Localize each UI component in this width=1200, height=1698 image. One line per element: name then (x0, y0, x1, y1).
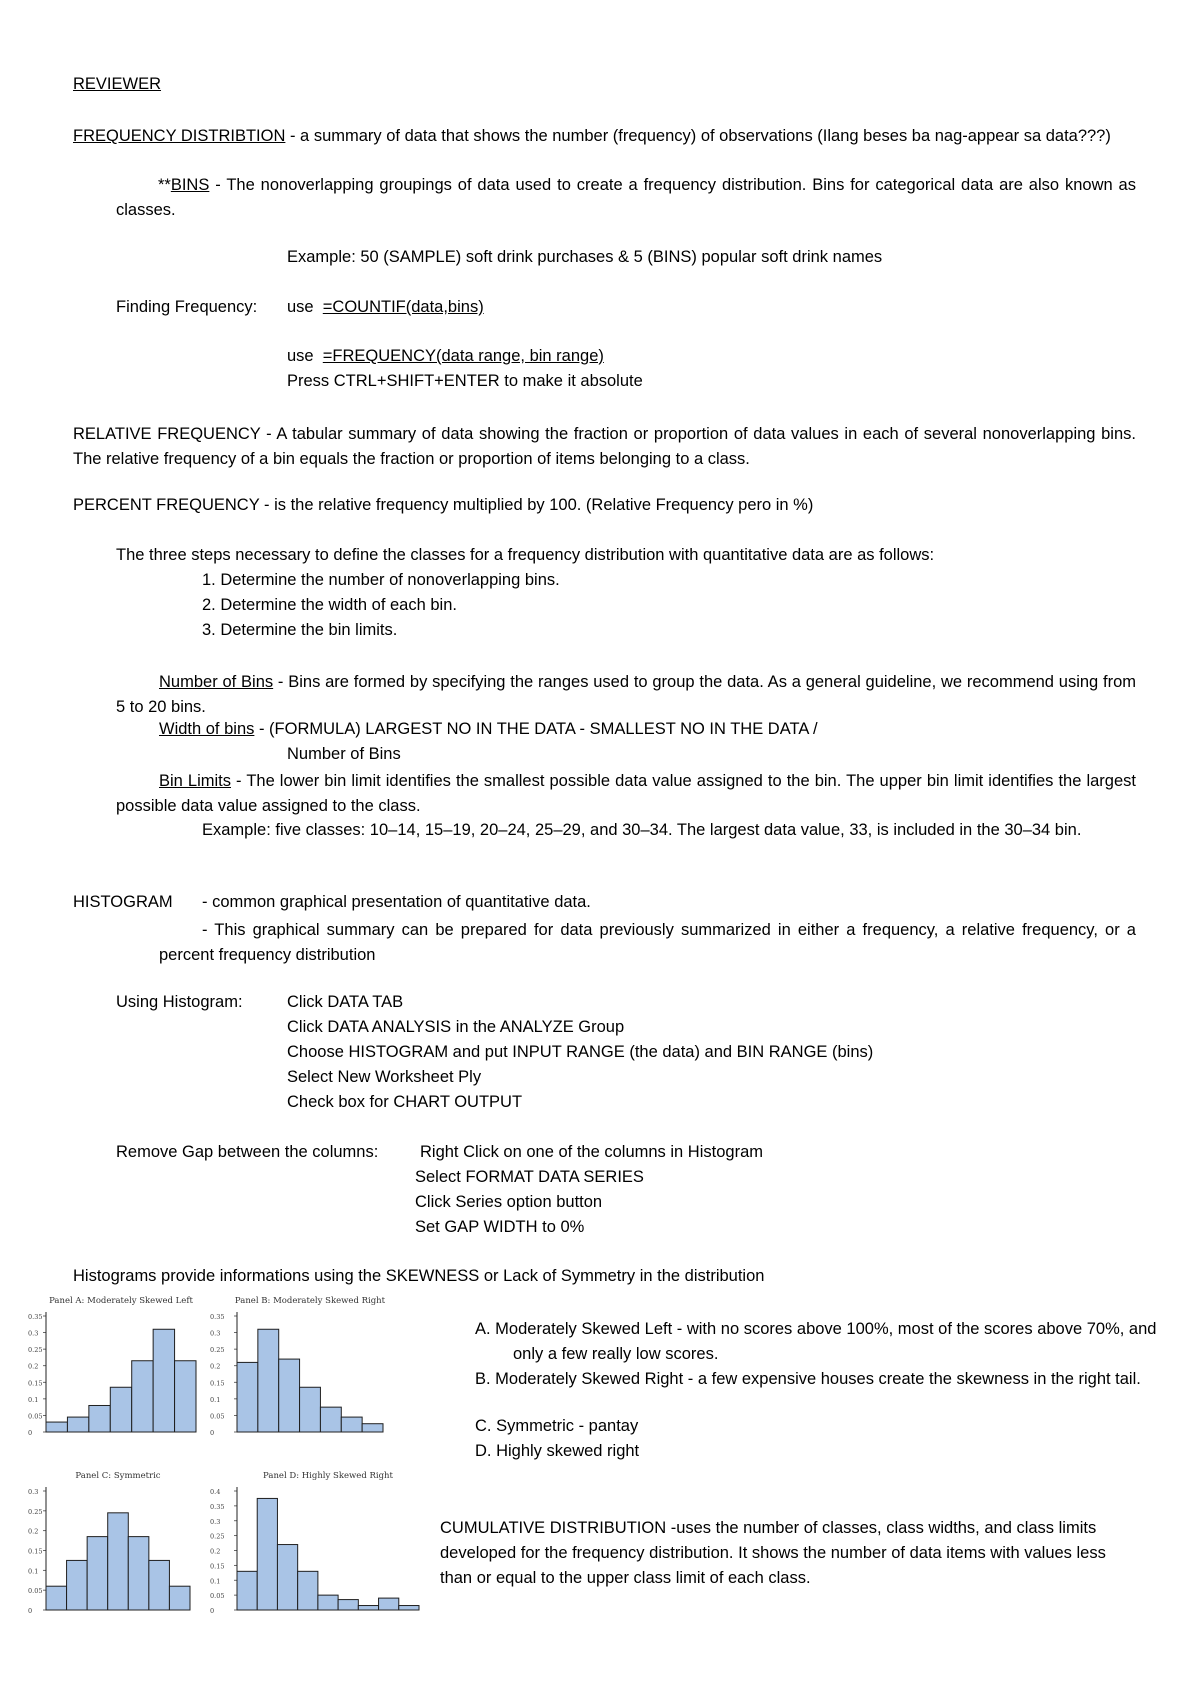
histogram-panel-a (26, 1292, 196, 1440)
step-item: 3. Determine the bin limits. (202, 621, 398, 639)
example-soft-drinks: Example: 50 (SAMPLE) soft drink purchases & 5 (BINS) popular soft drink names (287, 248, 883, 266)
chart-title: Panel B: Moderately Skewed Right (234, 1296, 386, 1306)
histogram-line1: - common graphical presentation of quantitative data. (202, 893, 591, 911)
histogram-panel-c (26, 1467, 196, 1617)
histogram-bar (318, 1595, 338, 1610)
y-tick-label: 0.35 (28, 1313, 43, 1321)
y-tick-label: 0.35 (210, 1502, 225, 1511)
finding-frequency-label: Finding Frequency: (116, 298, 258, 316)
y-tick-label: 0.1 (210, 1577, 221, 1586)
histogram-panel-d (208, 1467, 423, 1617)
width-of-bins-heading: Width of bins (159, 720, 255, 738)
width-of-bins-text: - (FORMULA) LARGEST NO IN THE DATA - SMALLEST NO IN THE DATA / (254, 720, 818, 738)
page-title: REVIEWER (73, 75, 162, 93)
y-tick-label: 0.15 (28, 1547, 43, 1556)
y-tick-label: 0.2 (210, 1547, 221, 1556)
skew-item-c: C. Symmetric - pantay (475, 1417, 639, 1435)
y-tick-label: 0.05 (28, 1587, 43, 1596)
histogram-bar (298, 1571, 318, 1610)
number-of-bins-heading: Number of Bins (159, 673, 274, 691)
histogram-bar (110, 1387, 131, 1432)
cumulative-distribution-paragraph: CUMULATIVE DISTRIBUTION -uses the number of classes, class widths, and class limits developed for the frequency distribution. It shows the number of data items with values less than or equal to the upper class limit of each class. (440, 1519, 1106, 1587)
width-of-bins-line (159, 720, 818, 739)
remove-gap-step: Select FORMAT DATA SERIES (415, 1168, 644, 1186)
y-tick-label: 0.1 (28, 1567, 39, 1576)
y-tick-label: 0.2 (28, 1527, 39, 1536)
freq-dist-paragraph (73, 124, 1136, 149)
remove-gap-step: Right Click on one of the columns in Histogram (420, 1143, 763, 1161)
chart-title: Panel D: Highly Skewed Right (263, 1471, 393, 1481)
bins-text: - The nonoverlapping groupings of data used to create a frequency distribution. Bins for categorical data are also known as classes. (116, 176, 1136, 219)
remove-gap-step: Set GAP WIDTH to 0% (415, 1218, 585, 1236)
using-histogram-step: Check box for CHART OUTPUT (287, 1093, 523, 1111)
y-tick-label: 0.25 (210, 1346, 225, 1355)
bin-limits-paragraph (116, 769, 1136, 819)
width-of-bins-line2: Number of Bins (287, 745, 401, 763)
freq-dist-text: - a summary of data that shows the number (frequency) of observations (Ilang beses ba nag-appear sa data???) (285, 127, 1111, 145)
y-tick-label: 0.25 (28, 1507, 43, 1516)
remove-gap-label: Remove Gap between the columns: (116, 1143, 379, 1161)
y-tick-label: 0.15 (210, 1379, 225, 1388)
y-tick-label: 0 (28, 1429, 33, 1437)
example-five-classes: Example: five classes: 10–14, 15–19, 20–24, 25–29, and 30–34. The largest data value, 33, is included in the 30–34 bin. (202, 821, 1082, 839)
frequency-formula: =FREQUENCY(data range, bin range) (322, 347, 604, 365)
y-tick-label: 0.05 (210, 1412, 225, 1421)
histogram-bar (46, 1586, 67, 1610)
histogram-bar (237, 1571, 257, 1610)
freq-dist-heading: FREQUENCY DISTRIBTION (73, 127, 286, 145)
histogram-bar (338, 1600, 358, 1610)
using-histogram-step: Select New Worksheet Ply (287, 1068, 482, 1086)
skew-item-d: D. Highly skewed right (475, 1442, 640, 1460)
step-item: 1. Determine the number of nonoverlapping bins. (202, 571, 560, 589)
histogram-bar (46, 1422, 67, 1432)
y-tick-label: 0.05 (210, 1592, 225, 1601)
bins-prefix: ** (158, 176, 171, 194)
histogram-bar (128, 1537, 149, 1610)
y-tick-label: 0.3 (210, 1517, 221, 1526)
y-tick-label: 0 (210, 1607, 215, 1615)
y-tick-label: 0.4 (210, 1488, 221, 1496)
histogram-panel-b (208, 1292, 386, 1440)
histogram-bar (237, 1362, 258, 1432)
use-label: use (287, 347, 314, 365)
countif-line (287, 298, 484, 317)
remove-gap-step: Click Series option button (415, 1193, 603, 1211)
using-histogram-step: Click DATA TAB (287, 993, 404, 1011)
skew-item-a: A. Moderately Skewed Left - with no scores above 100%, most of the scores above 70%, and only a few really low scores. (475, 1320, 1157, 1363)
histogram-bar (279, 1359, 300, 1432)
using-histogram-step: Choose HISTOGRAM and put INPUT RANGE (the data) and BIN RANGE (bins) (287, 1043, 874, 1061)
histogram-bar (300, 1387, 321, 1432)
histogram-bar (153, 1329, 174, 1432)
y-tick-label: 0.35 (210, 1313, 225, 1321)
histogram-bar (108, 1513, 129, 1610)
using-histogram-step: Click DATA ANALYSIS in the ANALYZE Group (287, 1018, 625, 1036)
histogram-bar (341, 1417, 362, 1432)
percent-frequency-paragraph: PERCENT FREQUENCY - is the relative frequency multiplied by 100. (Relative Frequency pero in %) (73, 496, 814, 514)
y-tick-label: 0 (210, 1429, 215, 1437)
histogram-heading: HISTOGRAM (73, 893, 173, 911)
histogram-bar (257, 1498, 277, 1610)
frequency-line (287, 347, 604, 366)
y-tick-label: 0.3 (28, 1329, 39, 1338)
bins-paragraph (116, 173, 1136, 223)
y-tick-label: 0.25 (28, 1346, 43, 1355)
y-tick-label: 0.15 (210, 1562, 225, 1571)
histogram-bar (67, 1560, 88, 1610)
y-tick-label: 0.05 (28, 1412, 43, 1421)
y-tick-label: 0.1 (210, 1395, 221, 1404)
relative-frequency-paragraph: RELATIVE FREQUENCY - A tabular summary of data showing the fraction or proportion of data values in each of several nonoverlapping bins. The relative frequency of a bin equals the fraction or proportion of items belonging to a class. (73, 425, 1136, 468)
histogram-bar (89, 1405, 110, 1432)
histogram-bar (320, 1407, 341, 1432)
histogram-bar (379, 1598, 399, 1610)
skewness-heading: Histograms provide informations using the SKEWNESS or Lack of Symmetry in the distribution (73, 1267, 765, 1285)
histogram-bar (87, 1537, 108, 1610)
use-label: use (287, 298, 314, 316)
y-tick-label: 0.15 (28, 1379, 43, 1388)
chart-title: Panel A: Moderately Skewed Left (49, 1296, 193, 1306)
histogram-bar (358, 1606, 378, 1610)
ctrl-shift-enter-note: Press CTRL+SHIFT+ENTER to make it absolute (287, 372, 643, 390)
histogram-bar (399, 1606, 419, 1610)
y-tick-label: 0.2 (210, 1362, 221, 1371)
y-tick-label: 0 (28, 1607, 33, 1615)
histogram-line2: - This graphical summary can be prepared for data previously summarized in either a frequency, a relative frequency, or a percent frequency distribution (159, 921, 1136, 964)
histogram-bar (67, 1417, 88, 1432)
histogram-bar (277, 1545, 297, 1610)
number-of-bins-text: - Bins are formed by specifying the ranges used to group the data. As a general guideline, we recommend using from 5 to 20 bins. (116, 673, 1137, 716)
step-item: 2. Determine the width of each bin. (202, 596, 457, 614)
y-tick-label: 0.3 (210, 1329, 221, 1338)
y-tick-label: 0.1 (28, 1395, 39, 1404)
histogram-bar (169, 1586, 190, 1610)
bins-heading: BINS (170, 176, 210, 194)
chart-title: Panel C: Symmetric (75, 1471, 161, 1481)
histogram-bar (132, 1361, 153, 1432)
histogram-bar (149, 1560, 170, 1610)
skew-item-b: B. Moderately Skewed Right - a few expensive houses create the skewness in the right tail. (475, 1370, 1141, 1388)
bin-limits-text: - The lower bin limit identifies the smallest possible data value assigned to the bin. The upper bin limit identifies the largest possible data value assigned to the class. (116, 772, 1136, 815)
countif-formula: =COUNTIF(data,bins) (322, 298, 484, 316)
using-histogram-label: Using Histogram: (116, 993, 243, 1011)
steps-intro: The three steps necessary to define the classes for a frequency distribution with quantitative data are as follows: (116, 546, 935, 564)
bin-limits-heading: Bin Limits (159, 772, 231, 790)
histogram-bar (175, 1361, 196, 1432)
y-tick-label: 0.25 (210, 1532, 225, 1541)
y-tick-label: 0.2 (28, 1362, 39, 1371)
histogram-bar (258, 1329, 279, 1432)
number-of-bins-paragraph (116, 670, 1136, 720)
y-tick-label: 0.3 (28, 1488, 39, 1496)
histogram-bar (362, 1424, 383, 1432)
